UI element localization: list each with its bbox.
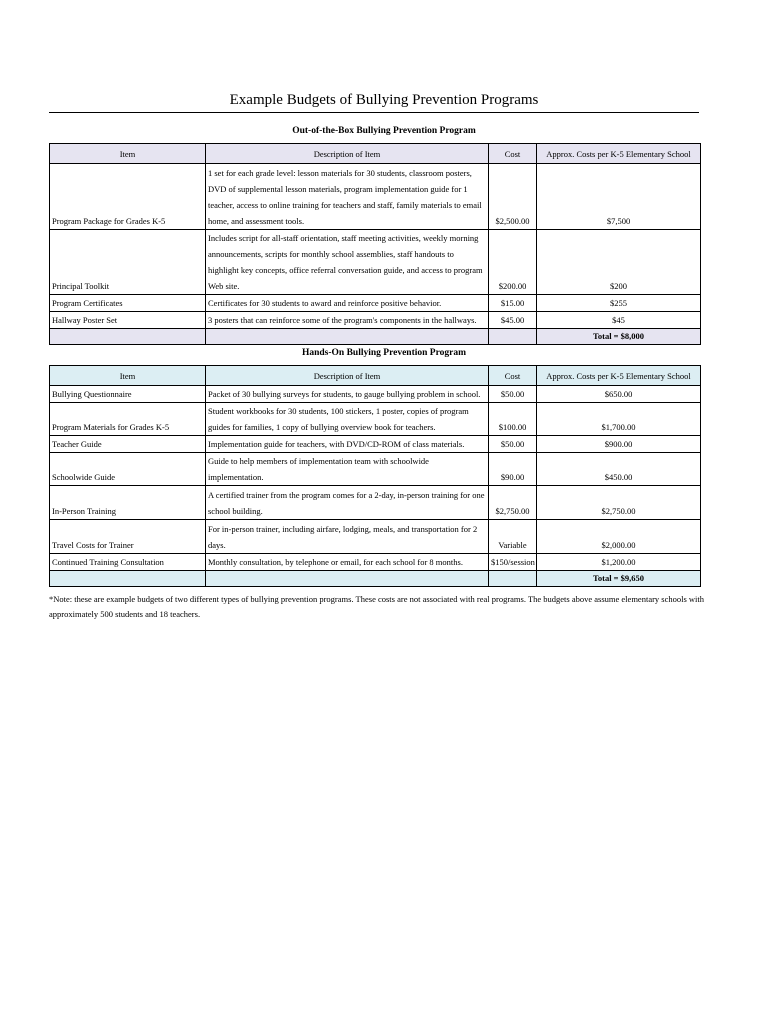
total-spacer xyxy=(50,329,206,345)
total-spacer xyxy=(50,571,206,587)
row-item: Program Certificates xyxy=(50,295,206,312)
table-row xyxy=(50,486,701,520)
row-cost: $50.00 xyxy=(489,436,537,453)
total-spacer xyxy=(489,571,537,587)
document-title: Example Budgets of Bullying Prevention Programs xyxy=(229,92,539,108)
header-item: Item xyxy=(50,366,206,386)
hands-on-budget-table xyxy=(49,365,701,587)
table2-title: Hands-On Bullying Prevention Program xyxy=(301,348,467,358)
row-cost: $45.00 xyxy=(489,312,537,329)
row-description: Implementation guide for teachers, with DVD/CD-ROM of class materials. xyxy=(206,436,489,453)
total-value: Total = $8,000 xyxy=(537,329,701,345)
header-description: Description of Item xyxy=(206,144,489,164)
row-item: Program Package for Grades K-5 xyxy=(50,164,206,230)
row-item: Program Materials for Grades K-5 xyxy=(50,403,206,436)
header-cost: Cost xyxy=(489,144,537,164)
row-description: Includes script for all-staff orientation, staff meeting activities, weekly morning announcements, scripts for monthly school assemblies, staff handouts to highlight key concepts, office referral conversation guide, and access to program Web site. xyxy=(206,230,489,295)
row-cost: $50.00 xyxy=(489,386,537,403)
row-cost: $90.00 xyxy=(489,453,537,486)
row-item: Travel Costs for Trainer xyxy=(50,520,206,554)
row-description: Packet of 30 bullying surveys for students, to gauge bullying problem in school. xyxy=(206,386,489,403)
total-spacer xyxy=(489,329,537,345)
table-row xyxy=(50,164,701,230)
table-header-row xyxy=(50,366,701,386)
out-of-box-budget-table xyxy=(49,143,701,345)
table-header-row xyxy=(50,144,701,164)
row-description: Guide to help members of implementation team with schoolwide implementation. xyxy=(206,453,489,486)
header-description: Description of Item xyxy=(206,366,489,386)
total-spacer xyxy=(206,571,489,587)
title-divider xyxy=(49,112,699,113)
row-approx-cost: $200 xyxy=(537,230,701,295)
row-cost: $100.00 xyxy=(489,403,537,436)
row-approx-cost: $1,200.00 xyxy=(537,554,701,571)
table-row xyxy=(50,386,701,403)
row-cost: $200.00 xyxy=(489,230,537,295)
row-description: Monthly consultation, by telephone or email, for each school for 8 months. xyxy=(206,554,489,571)
header-approx-cost: Approx. Costs per K-5 Elementary School xyxy=(537,144,701,164)
row-cost: $2,750.00 xyxy=(489,486,537,520)
row-item: Continued Training Consultation xyxy=(50,554,206,571)
table-total-row xyxy=(50,571,701,587)
row-description: Certificates for 30 students to award and reinforce positive behavior. xyxy=(206,295,489,312)
row-cost: $150/session xyxy=(489,554,537,571)
row-approx-cost: $450.00 xyxy=(537,453,701,486)
row-approx-cost: $1,700.00 xyxy=(537,403,701,436)
footnote: *Note: these are example budgets of two different types of bullying prevention programs. These costs are not associated with real programs. The budgets above assume elementary schools with approximately 500 students and 18 teachers. xyxy=(49,594,705,619)
row-cost: $2,500.00 xyxy=(489,164,537,230)
row-approx-cost: $650.00 xyxy=(537,386,701,403)
table-row xyxy=(50,520,701,554)
total-value: Total = $9,650 xyxy=(537,571,701,587)
row-approx-cost: $45 xyxy=(537,312,701,329)
table-row xyxy=(50,554,701,571)
row-description: Student workbooks for 30 students, 100 stickers, 1 poster, copies of program guides for families, 1 copy of bullying overview book for teachers. xyxy=(206,403,489,436)
table-row xyxy=(50,230,701,295)
row-description: 1 set for each grade level: lesson materials for 30 students, classroom posters, DVD of supplemental lesson materials, program implementation guide for 1 teacher, access to online training for teachers and staff, family materials to email home, and assessment tools. xyxy=(206,164,489,230)
table1-title: Out-of-the-Box Bullying Prevention Program xyxy=(292,126,476,136)
header-approx-cost: Approx. Costs per K-5 Elementary School xyxy=(537,366,701,386)
row-approx-cost: $900.00 xyxy=(537,436,701,453)
row-approx-cost: $2,750.00 xyxy=(537,486,701,520)
table-row xyxy=(50,403,701,436)
row-item: In-Person Training xyxy=(50,486,206,520)
row-item: Teacher Guide xyxy=(50,436,206,453)
row-cost: Variable xyxy=(489,520,537,554)
table-row xyxy=(50,295,701,312)
row-approx-cost: $255 xyxy=(537,295,701,312)
table-row xyxy=(50,436,701,453)
row-item: Bullying Questionnaire xyxy=(50,386,206,403)
table-row xyxy=(50,453,701,486)
header-cost: Cost xyxy=(489,366,537,386)
row-item: Schoolwide Guide xyxy=(50,453,206,486)
row-description: A certified trainer from the program comes for a 2-day, in-person training for one school building. xyxy=(206,486,489,520)
total-spacer xyxy=(206,329,489,345)
header-item: Item xyxy=(50,144,206,164)
row-item: Hallway Poster Set xyxy=(50,312,206,329)
row-description: For in-person trainer, including airfare, lodging, meals, and transportation for 2 days. xyxy=(206,520,489,554)
row-item: Principal Toolkit xyxy=(50,230,206,295)
row-description: 3 posters that can reinforce some of the program's components in the hallways. xyxy=(206,312,489,329)
row-approx-cost: $7,500 xyxy=(537,164,701,230)
table-total-row xyxy=(50,329,701,345)
row-approx-cost: $2,000.00 xyxy=(537,520,701,554)
table-row xyxy=(50,312,701,329)
row-cost: $15.00 xyxy=(489,295,537,312)
